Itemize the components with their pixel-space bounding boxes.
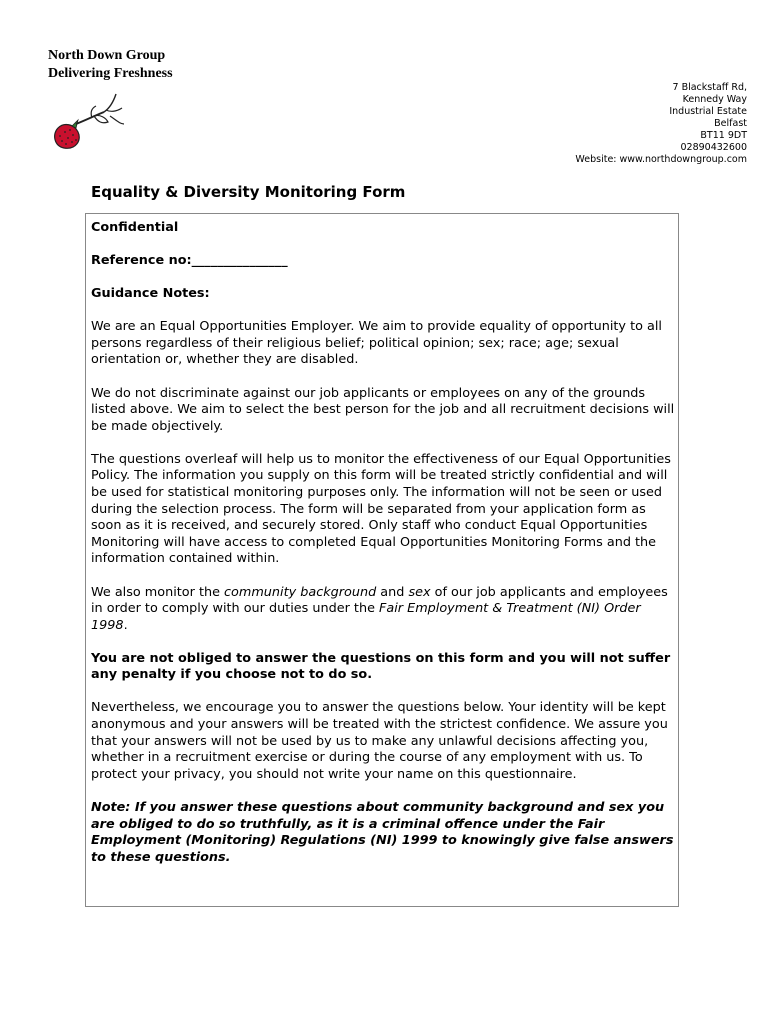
p4-text-4: . (123, 617, 128, 633)
guidance-box (85, 213, 679, 907)
p4-emphasis-1: community background (224, 584, 377, 600)
strawberry-icon (50, 90, 130, 162)
company-address (575, 82, 747, 166)
guidance-heading: Guidance Notes: (91, 286, 210, 302)
paragraph-non-discrimination: We do not discriminate against our job applicants or employees on any of the grounds listed above. We aim to select the best person for the job and all recruitment decisions will be made objectively. (91, 385, 675, 434)
address-line: Kennedy Way (682, 94, 747, 105)
paragraph-monitoring: The questions overleaf will help us to monitor the effectiveness of our Equal Opportunities Policy. The information you supply on this form will be treated strictly confidential and will be used for statistical monitoring purposes only. The information will not be seen or used during the selection process. The form will be separated from your application form as soon as it is received, and securely stored. Only staff who conduct Equal Opportunities Monitoring will have access to completed Equal Opportunities Monitoring Forms and the information contained within. (91, 451, 671, 567)
company-tagline: Delivering Freshness (48, 66, 173, 81)
p4-text-3: of our job applicants and employees in order to comply with our duties under the (91, 584, 668, 617)
confidential-label: Confidential (91, 220, 179, 235)
address-line: Belfast (714, 118, 747, 129)
address-line: 02890432600 (680, 142, 747, 153)
form-title: Equality & Diversity Monitoring Form (91, 183, 406, 201)
p4-text-1: We also monitor the (91, 584, 225, 600)
company-header (48, 47, 173, 83)
paragraph-not-obliged: You are not obliged to answer the questions on this form and you will not suffer any penalty if you choose not to do so. (91, 650, 671, 683)
address-line: Industrial Estate (669, 106, 747, 117)
website-line: Website: www.northdowngroup.com (575, 154, 747, 165)
paragraph-note: Note: If you answer these questions about community background and sex you are obliged to do so truthfully, as it is a criminal offence under the Fair Employment (Monitoring) Regulations (NI) 1999 to knowingly give false answers to these questions. (91, 799, 674, 865)
paragraph-community-background (91, 585, 676, 635)
company-name: North Down Group (48, 48, 166, 63)
p4-text-2: and (376, 584, 409, 600)
paragraph-equal-opportunities: We are an Equal Opportunities Employer. We aim to provide equality of opportunity to all persons regardless of their religious belief; political opinion; sex; race; age; sexual orientation or, whether they are disabled. (91, 319, 662, 368)
reference-field: Reference no:_______________ (91, 253, 288, 269)
p4-emphasis-2: sex (408, 584, 431, 600)
paragraph-encouragement: Nevertheless, we encourage you to answer the questions below. Your identity will be kept anonymous and your answers will be treated with the strictest confidence. We assure you that your answers will not be used by us to make any unlawful decisions affecting you, whether in a recruitment exercise or during the course of any employment with us. To protect your privacy, you should not write your name on this questionnaire. (91, 700, 668, 782)
address-line: BT11 9DT (700, 130, 747, 141)
p4-emphasis-3: Fair Employment & Treatment (NI) Order 1998 (91, 601, 641, 633)
address-line: 7 Blackstaff Rd, (672, 82, 747, 93)
